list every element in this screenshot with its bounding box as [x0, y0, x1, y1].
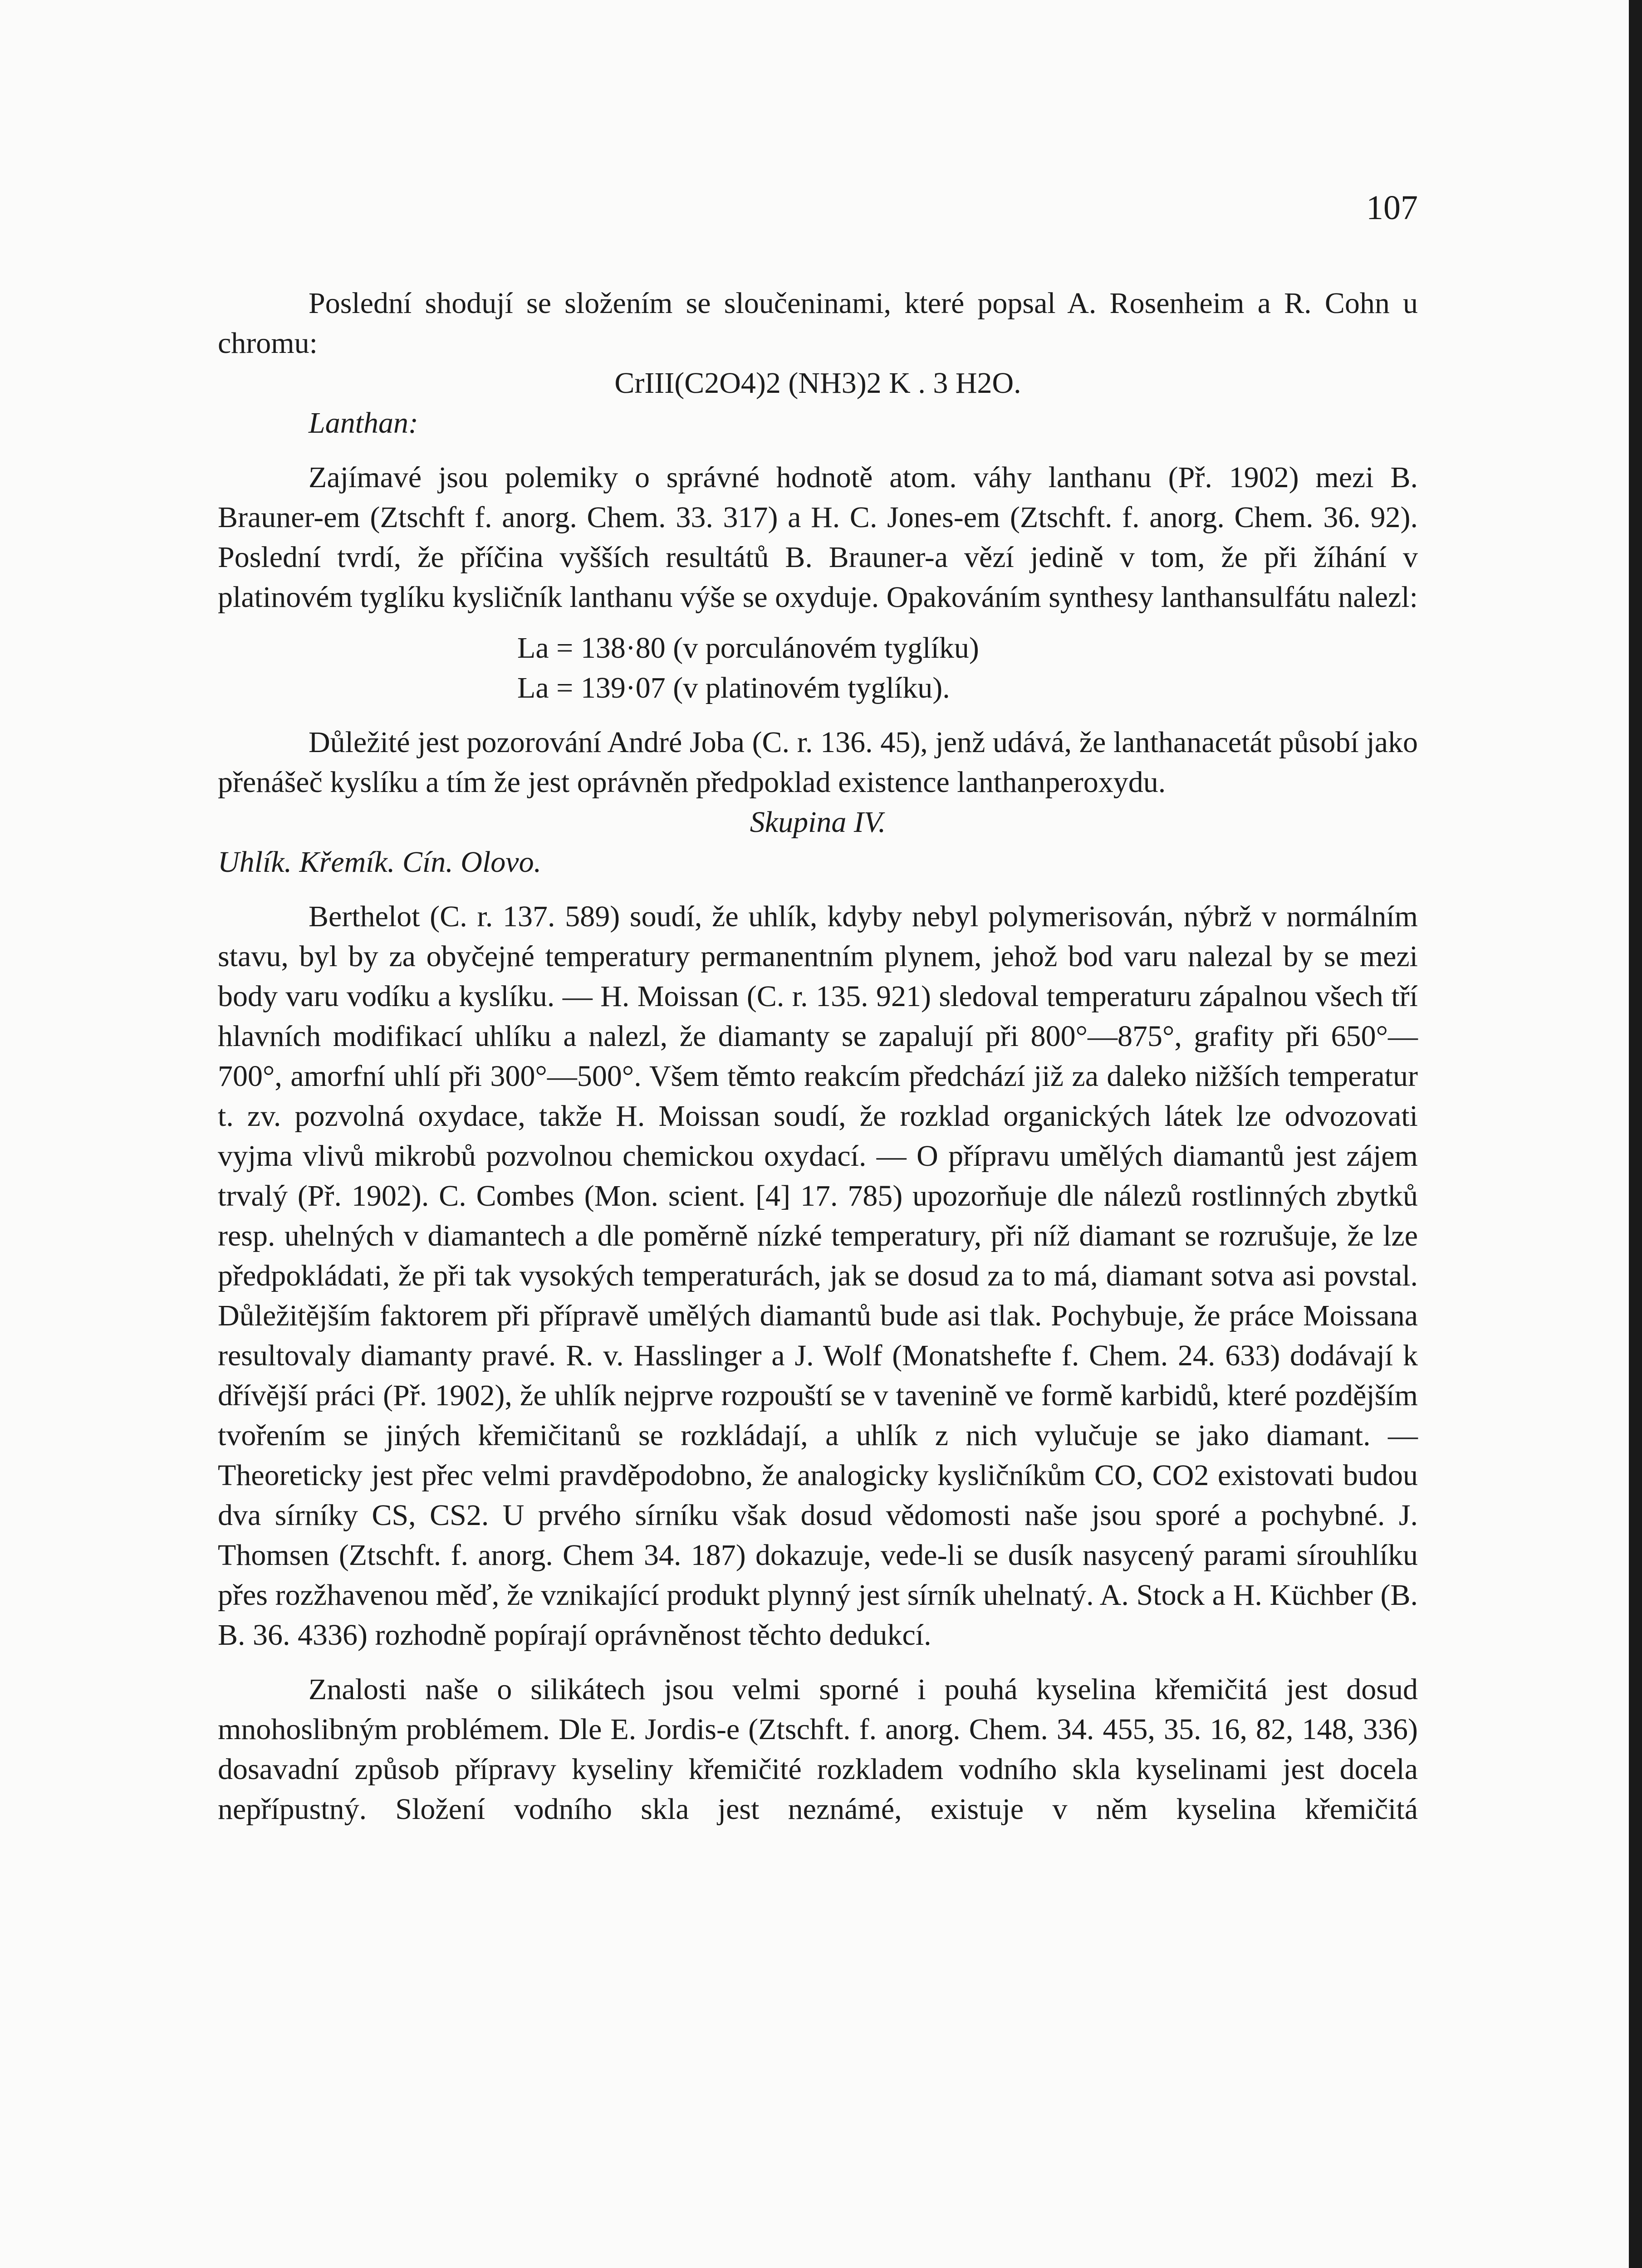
heading-lanthan: Lanthan:	[309, 406, 419, 440]
scan-edge	[1629, 0, 1642, 2268]
paragraph-rosenheim: Poslední shodují se složením se sloučeninami, které popsal A. Rosenheim a R. Cohn u chromu:	[218, 287, 1418, 360]
group-heading: Skupina IV.	[750, 806, 886, 839]
subgroup-heading: Uhlík. Křemík. Cín. Olovo.	[218, 846, 542, 879]
page-body	[218, 284, 1418, 1829]
lanthan-values	[218, 628, 1418, 708]
chromium-formula: CrIII(C2O4)2 (NH3)2 K . 3 H2O.	[614, 367, 1021, 400]
page-number: 107	[1366, 189, 1418, 227]
paragraph-lanthan-polemics: Zajímavé jsou polemiky o správné hodnotě atom. váhy lanthanu (Př. 1902) mezi B. Brauner-em (Ztschft f. anorg. Chem. 33. 317) a H. C. Jones-em (Ztschft. f. anorg. Chem. 36. 92). Poslední tvrdí, že příčina vyšších resultátů B. Brauner-a vězí jedině v tom, že při žíhání v platinovém tyglíku kysličník lanthanu výše se oxyduje. Opakováním synthesy lanthansulfátu nalezl:	[218, 461, 1418, 614]
paragraph-silicates: Znalosti naše o silikátech jsou velmi sporné i pouhá kyselina křemičitá jest dosud mnohoslibným problémem. Dle E. Jordis-e (Ztschft. f. anorg. Chem. 34. 455, 35. 16, 82, 148, 336) dosavadní způsob přípravy kyseliny křemičité rozkladem vodního skla kyselinami jest docela nepřípustný. Složení vodního skla jest neznámé, existuje v něm kyselina křemičitá	[218, 1673, 1418, 1826]
paragraph-andre-job: Důležité jest pozorování André Joba (C. r. 136. 45), jenž udává, že lanthanacetát působí jako přenášeč kyslíku a tím že jest oprávněn předpoklad existence lanthanperoxydu.	[218, 726, 1418, 799]
lanthan-porcelain-value: La = 138·80 (v porculánovém tyglíku)	[517, 631, 979, 665]
lanthan-platinum-value: La = 139·07 (v platinovém tyglíku).	[517, 671, 950, 704]
paragraph-carbon: Berthelot (C. r. 137. 589) soudí, že uhlík, kdyby nebyl polymerisován, nýbrž v normálním stavu, byl by za obyčejné temperatury permanentním plynem, jehož bod varu nalezal by se mezi body varu vodíku a kyslíku. — H. Moissan (C. r. 135. 921) sledoval temperaturu zápalnou všech tří hlavních modifikací uhlíku a nalezl, že diamanty se zapalují při 800°—875°, grafity při 650°—700°, amorfní uhlí při 300°—500°. Všem těmto reakcím předchází již za daleko nižších temperatur t. zv. pozvolná oxydace, takže H. Moissan soudí, že rozklad organických látek lze odvozovati vyjma vlivů mikrobů pozvolnou chemickou oxydací. — O přípravu umělých diamantů jest zájem trvalý (Př. 1902). C. Combes (Mon. scient. [4] 17. 785) upozorňuje dle nálezů rostlinných zbytků resp. uhelných v diamantech a dle poměrně nízké temperatury, při níž diamant se rozrušuje, že lze předpokládati, že při tak vysokých temperaturách, jak se dosud za to má, diamant sotva asi povstal. Důležitějším faktorem při přípravě umělých diamantů bude asi tlak. Pochybuje, že práce Moissana resultovaly diamanty pravé. R. v. Hasslinger a J. Wolf (Monatshefte f. Chem. 24. 633) dodávají k dřívější práci (Př. 1902), že uhlík nejprve rozpouští se v tavenině ve formě karbidů, které pozdějším tvořením se jiných křemičitanů se rozkládají, a uhlík z nich vylučuje se jako diamant. — Theoreticky jest přec velmi pravděpodobno, že analogicky kysličníkům CO, CO2 existovati budou dva sírníky CS, CS2. U prvého sírníku však dosud vědomosti naše jsou sporé a pochybné. J. Thomsen (Ztschft. f. anorg. Chem 34. 187) dokazuje, vede-li se dusík nasycený parami sírouhlíku přes rozžhavenou měď, že vznikající produkt plynný jest sírník uhelnatý. A. Stock a H. Küchber (B. B. 36. 4336) rozhodně popírají oprávněnost těchto dedukcí.	[218, 900, 1418, 1652]
